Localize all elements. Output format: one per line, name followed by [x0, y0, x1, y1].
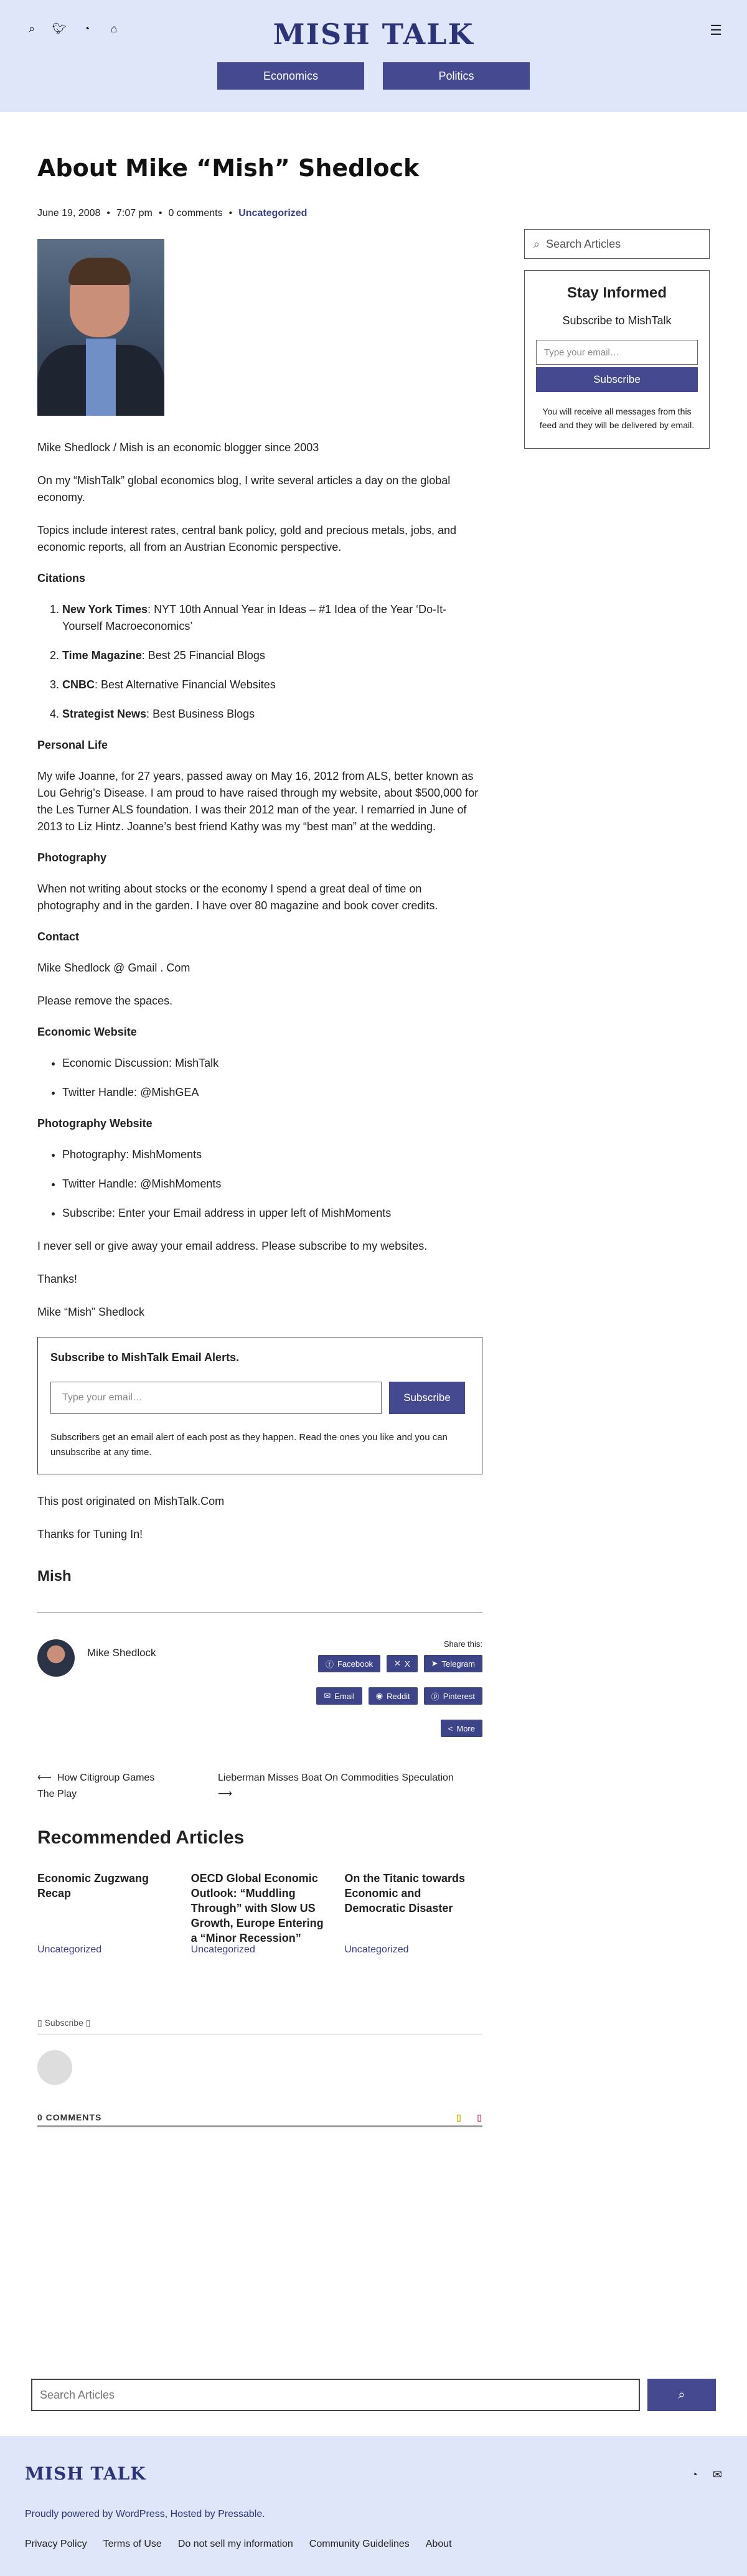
- economic-website-list: [62, 1055, 482, 1101]
- subscribe-button[interactable]: Subscribe: [389, 1382, 465, 1414]
- arrow-left-icon: ⟵: [37, 1773, 57, 1783]
- recommended-heading: Recommended Articles: [37, 1827, 245, 1848]
- sidebar-search-input[interactable]: [524, 229, 710, 259]
- author-name[interactable]: Mike Shedlock: [87, 1647, 156, 1659]
- list-item: 1. New York Times: NYT 10th Annual Year in Ideas – #1 Idea of the Year ‘Do-It-Yourself Macroeconomics’: [62, 601, 482, 635]
- photography-website-list: [62, 1146, 482, 1222]
- post-navigation: [37, 1770, 482, 1802]
- citation-link[interactable]: Best Alternative Financial Websites: [101, 678, 276, 691]
- post-time: 7:07 pm: [116, 208, 153, 218]
- list-item: [62, 1176, 482, 1192]
- share-box: [296, 1639, 482, 1739]
- stay-informed-subtitle: Subscribe to MishTalk: [562, 314, 672, 327]
- personal-heading: Personal Life: [37, 739, 108, 751]
- citation-link[interactable]: Best 25 Financial Blogs: [148, 649, 265, 662]
- footer-link-about[interactable]: About: [425, 2539, 452, 2549]
- comments-subscribe-label: Subscribe: [44, 2018, 83, 2028]
- citation-source: New York Times: [62, 603, 148, 616]
- email-icon: ✉: [324, 1691, 331, 1700]
- recommended-grid: [37, 1871, 482, 1955]
- nav-economics[interactable]: Economics: [217, 62, 364, 90]
- sidebar: [524, 197, 710, 449]
- photography-paragraph: When not writing about stocks or the economy I spend a great deal of time on photography and in the garden. I have over 80 magazine and book cover credits.: [37, 883, 438, 912]
- citation-source: CNBC: [62, 678, 95, 691]
- recommended-title[interactable]: On the Titanic towards Economic and Democratic Disaster: [344, 1872, 466, 1914]
- sidebar-search-placeholder: Search Articles: [546, 237, 621, 250]
- share-label: Telegram: [441, 1659, 475, 1669]
- meta-separator: •: [106, 208, 111, 218]
- footer-link-terms[interactable]: Terms of Use: [103, 2539, 162, 2549]
- share-label: More: [456, 1723, 475, 1733]
- list-item: 4. Strategist News: Best Business Blogs: [62, 706, 482, 723]
- share-email-button[interactable]: [316, 1687, 362, 1705]
- email-field[interactable]: Type your email…: [50, 1382, 382, 1414]
- list-item: [62, 1205, 482, 1222]
- list-item: [62, 1055, 482, 1072]
- list-item: [62, 1146, 482, 1163]
- site-footer: [0, 2436, 747, 2576]
- contact-email: Mike Shedlock @ Gmail . Com: [37, 962, 190, 974]
- email-alert-note: Subscribers get an email alert of each post as they happen. Read the ones you like and you can unsubscribe at any time.: [50, 1432, 448, 1458]
- prev-post-link[interactable]: [37, 1770, 168, 1802]
- site-header: [0, 0, 747, 112]
- bottom-search-button[interactable]: [647, 2379, 716, 2411]
- share-reddit-button[interactable]: [369, 1687, 418, 1705]
- stay-informed-title: Stay Informed: [566, 284, 667, 301]
- next-post-link[interactable]: [218, 1770, 467, 1802]
- recommended-item: [37, 1871, 176, 1955]
- main-nav: [0, 62, 747, 90]
- share-icon: <: [448, 1723, 453, 1733]
- post-content: [37, 154, 482, 2127]
- x-icon: ✕: [394, 1659, 401, 1668]
- item-label: Photography:: [62, 1148, 133, 1161]
- post-title: About Mike “Mish” Shedlock: [37, 154, 420, 182]
- tuning-note: Thanks for Tuning In!: [37, 1528, 143, 1540]
- share-more-button[interactable]: [441, 1720, 482, 1737]
- hamburger-menu-icon[interactable]: ☰: [710, 22, 722, 38]
- footer-powered: Proudly powered by WordPress, Hosted by Pressable.: [25, 2509, 265, 2519]
- post-date: June 19, 2008: [37, 208, 101, 218]
- item-label: Twitter Handle:: [62, 1178, 141, 1190]
- item-label: Subscribe: Enter your Email address in upper left of: [62, 1207, 322, 1219]
- recommended-item: [191, 1871, 329, 1955]
- personal-paragraph: My wife Joanne, for 27 years, passed away on May 16, 2012 from ALS, better known as Lou Gehrig’s Disease. I am proud to have raised through my website, about $500,000 for the Les Turner ALS foundation. I was their 2012 man of the year. I remarried in June of 2013 to Liz Hintz. Joanne’s best friend Kathy was my “best man” at the wedding.: [37, 770, 479, 833]
- contact-note: Please remove the spaces.: [37, 995, 173, 1007]
- recommended-title[interactable]: OECD Global Economic Outlook: “Muddling Through” with Slow US Growth, Europe Entering a “Minor Recession”: [190, 1872, 324, 1944]
- footer-link-privacy[interactable]: Privacy Policy: [25, 2539, 87, 2549]
- origin-link[interactable]: MishTalk.Com: [154, 1495, 225, 1507]
- search-icon: ⌕: [533, 237, 540, 250]
- email-alert-box: [37, 1337, 482, 1474]
- mish-signature: Mish: [37, 1568, 72, 1585]
- share-label: X: [404, 1659, 410, 1669]
- origin-note: [37, 1493, 482, 1510]
- photography-heading: Photography: [37, 851, 106, 864]
- recommended-item: [344, 1871, 482, 1955]
- share-label: Reddit: [387, 1691, 410, 1701]
- wordpress-link[interactable]: Proudly powered by WordPress: [25, 2509, 165, 2519]
- citation-source: Time Magazine: [62, 649, 142, 662]
- intro-paragraph: Mike Shedlock / Mish is an economic blogger since 2003: [37, 441, 319, 454]
- commenter-avatar: [37, 2050, 72, 2085]
- mishmoments-link[interactable]: MishMoments: [321, 1207, 392, 1219]
- twitter-link[interactable]: @MishMoments: [140, 1178, 222, 1190]
- category-link[interactable]: Uncategorized: [238, 208, 308, 218]
- mishtalk-link[interactable]: MishTalk: [175, 1057, 219, 1069]
- recommended-category[interactable]: Uncategorized: [37, 1944, 102, 1955]
- citations-list: [62, 601, 482, 723]
- footer-link-do-not-sell[interactable]: Do not sell my information: [177, 2539, 293, 2549]
- share-x-button[interactable]: [387, 1655, 418, 1672]
- meta-separator: •: [228, 208, 233, 218]
- mishmoments-link[interactable]: MishMoments: [132, 1148, 202, 1161]
- facebook-icon: ⓕ: [325, 1659, 334, 1669]
- post-meta: [37, 208, 482, 219]
- author-box: [37, 1639, 482, 1739]
- citation-link[interactable]: Best Business Blogs: [153, 708, 255, 720]
- rss-icon[interactable]: ◔: [691, 2468, 698, 2481]
- item-label: Twitter Handle:: [62, 1086, 141, 1098]
- list-item: [62, 1084, 482, 1101]
- economic-website-heading: Economic Website: [37, 1026, 137, 1038]
- recommended-category[interactable]: Uncategorized: [190, 1944, 255, 1955]
- main: [0, 154, 747, 2127]
- email-icon[interactable]: ✉: [712, 2468, 722, 2481]
- sidebar-email-field[interactable]: Type your email…: [536, 340, 698, 365]
- thanks: Thanks!: [37, 1273, 78, 1285]
- avatar[interactable]: [37, 1639, 75, 1677]
- recommended-category[interactable]: Uncategorized: [344, 1944, 409, 1955]
- search-icon: ⌕: [678, 2387, 685, 2402]
- telegram-icon: ➤: [431, 1659, 438, 1668]
- share-facebook-button[interactable]: [318, 1655, 380, 1672]
- share-label: Pinterest: [443, 1691, 475, 1701]
- contact-heading: Contact: [37, 930, 79, 943]
- meta-separator: •: [158, 208, 162, 218]
- share-telegram-button[interactable]: [424, 1655, 482, 1672]
- stay-informed-note: You will receive all messages from this feed and they will be delivered by email.: [539, 406, 695, 430]
- comments-count-label: 0 COMMENTS: [37, 2112, 102, 2122]
- footer-links: [25, 2539, 722, 2550]
- footer-logo[interactable]: MISH TALK: [25, 2463, 146, 2484]
- rss-icon[interactable]: ◔: [83, 22, 90, 35]
- reddit-icon: ◉: [375, 1691, 383, 1700]
- next-post-title: Lieberman Misses Boat On Commodities Speculation: [218, 1773, 454, 1783]
- photography-website-heading: Photography Website: [37, 1117, 153, 1130]
- stay-informed-box: [524, 270, 710, 449]
- bottom-search-input[interactable]: Search Articles: [31, 2379, 640, 2411]
- citation-link[interactable]: NYT 10th Annual Year in Ideas – #1 Idea of the Year ‘Do-It-Yourself Macroeconomics’: [62, 603, 447, 632]
- email-alert-title: Subscribe to MishTalk Email Alerts.: [50, 1351, 240, 1364]
- prev-post-title: How Citigroup Games The Play: [37, 1773, 155, 1799]
- recommended-title[interactable]: Economic Zugzwang Recap: [37, 1872, 149, 1899]
- citation-source: Strategist News: [62, 708, 147, 720]
- share-pinterest-button[interactable]: [424, 1687, 482, 1705]
- comments-subscribe[interactable]: ▯ Subscribe ▯: [37, 2018, 482, 2035]
- pressable-link[interactable]: Hosted by Pressable.: [170, 2509, 265, 2519]
- comments-count: [37, 2112, 482, 2127]
- share-title: Share this:: [443, 1639, 482, 1649]
- never-sell-note: I never sell or give away your email address. Please subscribe to my websites.: [37, 1240, 428, 1252]
- origin-prefix: This post originated on: [37, 1495, 154, 1507]
- bottom-search: [31, 2379, 716, 2411]
- footer-link-guidelines[interactable]: Community Guidelines: [309, 2539, 410, 2549]
- nav-politics[interactable]: Politics: [383, 62, 530, 90]
- twitter-link[interactable]: @MishGEA: [140, 1086, 199, 1098]
- search-icon[interactable]: ⌕: [28, 22, 35, 35]
- twitter-icon[interactable]: 🐦︎: [52, 22, 67, 35]
- arrow-right-icon: ⟶: [218, 1789, 232, 1799]
- share-label: Facebook: [337, 1659, 374, 1669]
- signoff: Mike “Mish” Shedlock: [37, 1306, 145, 1318]
- author-photo: [37, 239, 164, 416]
- comments-link[interactable]: 0 comments: [168, 208, 223, 218]
- share-label: Email: [334, 1691, 355, 1701]
- footer-icons: [691, 2468, 722, 2481]
- citations-heading: Citations: [37, 572, 86, 584]
- comments-section: [37, 2018, 482, 2127]
- vote-icons[interactable]: ▯ ▯: [456, 2112, 482, 2122]
- pinterest-icon: ⓟ: [431, 1692, 439, 1702]
- item-label: Economic Discussion:: [62, 1057, 176, 1069]
- site-logo[interactable]: MISH TALK: [273, 17, 474, 51]
- list-item: 3. CNBC: Best Alternative Financial Websites: [62, 677, 482, 693]
- sidebar-subscribe-button[interactable]: Subscribe: [536, 367, 698, 392]
- list-item: 2. Time Magazine: Best 25 Financial Blogs: [62, 647, 482, 664]
- intro-paragraph: On my “MishTalk” global economics blog, I write several articles a day on the global economy.: [37, 474, 451, 503]
- home-icon[interactable]: ⌂: [110, 22, 118, 35]
- intro-paragraph: Topics include interest rates, central bank policy, gold and precious metals, jobs, and economic reports, all from an Austrian Economic perspective.: [37, 524, 457, 553]
